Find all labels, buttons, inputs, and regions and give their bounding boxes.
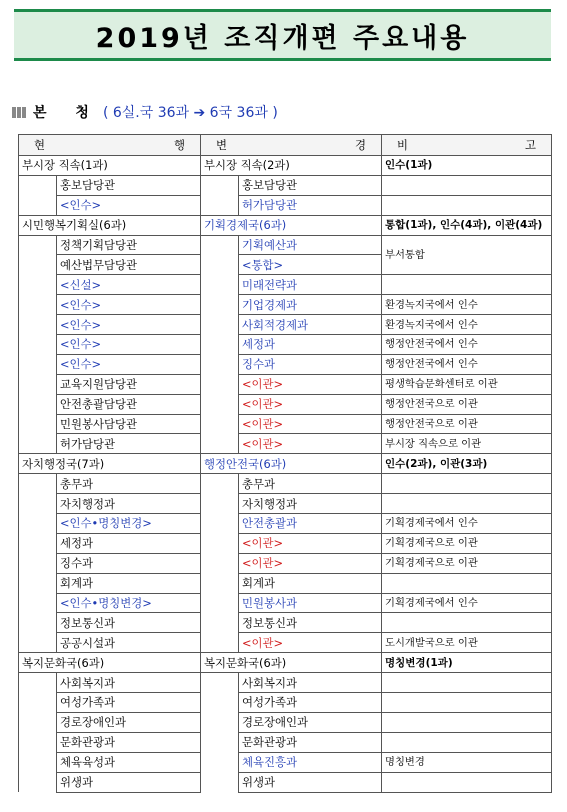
new-dept-cell: <이관> <box>239 553 382 573</box>
section-row <box>19 653 552 673</box>
note-cell <box>382 673 552 693</box>
indent-cell <box>19 494 57 514</box>
table-row <box>19 553 552 573</box>
section-heading <box>12 101 278 123</box>
table-row <box>19 593 552 613</box>
current-dept-cell: 홍보담당관 <box>57 175 201 195</box>
current-dept-cell: 시민행복기획실(6과) <box>19 215 201 235</box>
indent-cell <box>201 673 239 693</box>
current-dept-cell: <인수> <box>57 335 201 355</box>
table-row <box>19 235 552 255</box>
indent-cell <box>19 295 57 315</box>
indent-cell <box>19 553 57 573</box>
new-dept-cell: <이관> <box>239 374 382 394</box>
current-dept-cell: <인수> <box>57 354 201 374</box>
current-dept-cell: 자치행정국(7과) <box>19 454 201 474</box>
indent-cell <box>19 693 57 713</box>
table-row <box>19 712 552 732</box>
indent-cell <box>19 195 57 215</box>
indent-cell <box>19 474 57 494</box>
new-dept-cell: 경로장애인과 <box>239 712 382 732</box>
current-dept-cell: 사회복지과 <box>57 673 201 693</box>
current-dept-cell: <인수•명칭변경> <box>57 514 201 534</box>
indent-cell <box>201 553 239 573</box>
note-cell <box>382 573 552 593</box>
note-cell: 행정안전국에서 인수 <box>382 354 552 374</box>
header-char: 현 <box>34 138 46 152</box>
indent-cell <box>19 752 57 772</box>
indent-cell <box>201 474 239 494</box>
note-cell: 인수(1과) <box>382 156 552 176</box>
note-cell: 행정안전국에서 인수 <box>382 335 552 355</box>
new-dept-cell: 행정안전국(6과) <box>201 454 382 474</box>
indent-cell <box>19 235 57 255</box>
header-char: 비 <box>397 138 409 152</box>
new-dept-cell: 미래전략과 <box>239 275 382 295</box>
new-dept-cell: 기획예산과 <box>239 235 382 255</box>
table-row <box>19 374 552 394</box>
note-cell <box>382 195 552 215</box>
new-dept-cell: 위생과 <box>239 772 382 792</box>
current-dept-cell: 자치행정과 <box>57 494 201 514</box>
table-row <box>19 315 552 335</box>
table-row <box>19 295 552 315</box>
current-dept-cell: <신설> <box>57 275 201 295</box>
indent-cell <box>19 732 57 752</box>
table-row <box>19 494 552 514</box>
indent-cell <box>201 732 239 752</box>
indent-cell <box>19 354 57 374</box>
indent-cell <box>19 772 57 792</box>
indent-cell <box>19 673 57 693</box>
indent-cell <box>201 772 239 792</box>
indent-cell <box>201 295 239 315</box>
table-row <box>19 335 552 355</box>
new-dept-cell: 체육진흥과 <box>239 752 382 772</box>
note-cell: 기획경제국으로 이관 <box>382 553 552 573</box>
current-dept-cell: 안전총괄담당관 <box>57 394 201 414</box>
indent-cell <box>19 593 57 613</box>
indent-cell <box>201 693 239 713</box>
new-dept-cell: 홍보담당관 <box>239 175 382 195</box>
indent-cell <box>19 712 57 732</box>
indent-cell <box>201 752 239 772</box>
current-dept-cell: <인수> <box>57 315 201 335</box>
header-changed <box>201 135 382 156</box>
note-cell: 도시개발국으로 이관 <box>382 633 552 653</box>
current-dept-cell: 체육육성과 <box>57 752 201 772</box>
table-row <box>19 633 552 653</box>
new-dept-cell: 회계과 <box>239 573 382 593</box>
indent-cell <box>201 573 239 593</box>
indent-cell <box>201 255 239 275</box>
header-char: 행 <box>173 138 185 152</box>
indent-cell <box>19 275 57 295</box>
table-row <box>19 175 552 195</box>
current-dept-cell: 예산법무담당관 <box>57 255 201 275</box>
table-row <box>19 514 552 534</box>
note-cell: 인수(2과), 이관(3과) <box>382 454 552 474</box>
note-cell: 명칭변경 <box>382 752 552 772</box>
table-header-row <box>19 135 552 156</box>
table-row <box>19 673 552 693</box>
section-detail: ( 6실.국 36과 ➔ 6국 36과 ) <box>102 105 278 121</box>
page-title: 2019년 조직개편 주요내용 <box>95 22 470 54</box>
table-row <box>19 434 552 454</box>
new-dept-cell: 사회적경제과 <box>239 315 382 335</box>
indent-cell <box>201 613 239 633</box>
table-row <box>19 752 552 772</box>
new-dept-cell: 기획경제국(6과) <box>201 215 382 235</box>
indent-cell <box>19 315 57 335</box>
new-dept-cell: <이관> <box>239 533 382 553</box>
new-dept-cell: <이관> <box>239 414 382 434</box>
header-note <box>382 135 552 156</box>
table-row <box>19 275 552 295</box>
note-cell: 행정안전국으로 이관 <box>382 394 552 414</box>
current-dept-cell: 총무과 <box>57 474 201 494</box>
indent-cell <box>19 374 57 394</box>
indent-cell <box>19 255 57 275</box>
note-cell: 통합(1과), 인수(4과), 이관(4과) <box>382 215 552 235</box>
current-dept-cell: 정보통신과 <box>57 613 201 633</box>
indent-cell <box>19 573 57 593</box>
section-label: 본 청 <box>33 105 101 121</box>
indent-cell <box>201 195 239 215</box>
current-dept-cell: 회계과 <box>57 573 201 593</box>
new-dept-cell: <이관> <box>239 394 382 414</box>
indent-cell <box>201 593 239 613</box>
indent-cell <box>201 235 239 255</box>
current-dept-cell: 징수과 <box>57 553 201 573</box>
indent-cell <box>201 335 239 355</box>
new-dept-cell: 세정과 <box>239 335 382 355</box>
new-dept-cell: 허가담당관 <box>239 195 382 215</box>
indent-cell <box>19 175 57 195</box>
note-cell: 부서통합 <box>382 235 552 275</box>
indent-cell <box>19 514 57 534</box>
new-dept-cell: <통합> <box>239 255 382 275</box>
current-dept-cell: 공공시설과 <box>57 633 201 653</box>
header-char: 변 <box>216 138 228 152</box>
note-cell: 행정안전국으로 이관 <box>382 414 552 434</box>
new-dept-cell: <이관> <box>239 633 382 653</box>
new-dept-cell: 정보통신과 <box>239 613 382 633</box>
indent-cell <box>201 514 239 534</box>
new-dept-cell: 기업경제과 <box>239 295 382 315</box>
note-cell: 환경녹지국에서 인수 <box>382 315 552 335</box>
indent-cell <box>201 494 239 514</box>
new-dept-cell: 여성가족과 <box>239 693 382 713</box>
indent-cell <box>19 414 57 434</box>
current-dept-cell: 정책기획담당관 <box>57 235 201 255</box>
table-row <box>19 414 552 434</box>
new-dept-cell: 민원봉사과 <box>239 593 382 613</box>
indent-cell <box>201 633 239 653</box>
note-cell <box>382 772 552 792</box>
indent-cell <box>19 394 57 414</box>
indent-cell <box>201 712 239 732</box>
table-row <box>19 354 552 374</box>
new-dept-cell: <이관> <box>239 434 382 454</box>
note-cell <box>382 275 552 295</box>
note-cell <box>382 175 552 195</box>
note-cell <box>382 693 552 713</box>
table-row <box>19 732 552 752</box>
indent-cell <box>201 394 239 414</box>
current-dept-cell: 위생과 <box>57 772 201 792</box>
note-cell: 명칭변경(1과) <box>382 653 552 673</box>
indent-cell <box>19 434 57 454</box>
table-row <box>19 573 552 593</box>
new-dept-cell: 복지문화국(6과) <box>201 653 382 673</box>
note-cell: 기획경제국에서 인수 <box>382 514 552 534</box>
indent-cell <box>201 275 239 295</box>
table-row <box>19 394 552 414</box>
section-row <box>19 454 552 474</box>
note-cell: 평생학습문화센터로 이관 <box>382 374 552 394</box>
current-dept-cell: 교육지원담당관 <box>57 374 201 394</box>
table-row <box>19 195 552 215</box>
current-dept-cell: 문화관광과 <box>57 732 201 752</box>
note-cell <box>382 712 552 732</box>
current-dept-cell: <인수•명칭변경> <box>57 593 201 613</box>
new-dept-cell: 부시장 직속(2과) <box>201 156 382 176</box>
indent-cell <box>201 414 239 434</box>
square-bullet-icon <box>12 107 27 118</box>
indent-cell <box>201 434 239 454</box>
current-dept-cell: <인수> <box>57 295 201 315</box>
header-current <box>19 135 201 156</box>
new-dept-cell: 징수과 <box>239 354 382 374</box>
indent-cell <box>201 374 239 394</box>
new-dept-cell: 사회복지과 <box>239 673 382 693</box>
current-dept-cell: 경로장애인과 <box>57 712 201 732</box>
table-row <box>19 613 552 633</box>
table-row <box>19 772 552 792</box>
title-banner <box>14 9 551 61</box>
note-cell: 환경녹지국에서 인수 <box>382 295 552 315</box>
indent-cell <box>201 354 239 374</box>
note-cell <box>382 494 552 514</box>
indent-cell <box>201 533 239 553</box>
note-cell <box>382 732 552 752</box>
reorg-table <box>18 134 552 793</box>
indent-cell <box>19 613 57 633</box>
new-dept-cell: 문화관광과 <box>239 732 382 752</box>
current-dept-cell: <인수> <box>57 195 201 215</box>
current-dept-cell: 허가담당관 <box>57 434 201 454</box>
current-dept-cell: 복지문화국(6과) <box>19 653 201 673</box>
header-char: 고 <box>524 138 536 152</box>
new-dept-cell: 총무과 <box>239 474 382 494</box>
current-dept-cell: 부시장 직속(1과) <box>19 156 201 176</box>
section-row <box>19 215 552 235</box>
new-dept-cell: 자치행정과 <box>239 494 382 514</box>
note-cell <box>382 613 552 633</box>
indent-cell <box>201 175 239 195</box>
new-dept-cell: 안전총괄과 <box>239 514 382 534</box>
note-cell <box>382 474 552 494</box>
current-dept-cell: 민원봉사담당관 <box>57 414 201 434</box>
note-cell: 기획경제국으로 이관 <box>382 533 552 553</box>
note-cell: 부시장 직속으로 이관 <box>382 434 552 454</box>
table-row <box>19 693 552 713</box>
current-dept-cell: 여성가족과 <box>57 693 201 713</box>
table-row <box>19 474 552 494</box>
note-cell: 기획경제국에서 인수 <box>382 593 552 613</box>
header-char: 경 <box>354 138 366 152</box>
table-row <box>19 533 552 553</box>
indent-cell <box>19 335 57 355</box>
indent-cell <box>201 315 239 335</box>
section-row <box>19 156 552 176</box>
indent-cell <box>19 533 57 553</box>
indent-cell <box>19 633 57 653</box>
current-dept-cell: 세정과 <box>57 533 201 553</box>
